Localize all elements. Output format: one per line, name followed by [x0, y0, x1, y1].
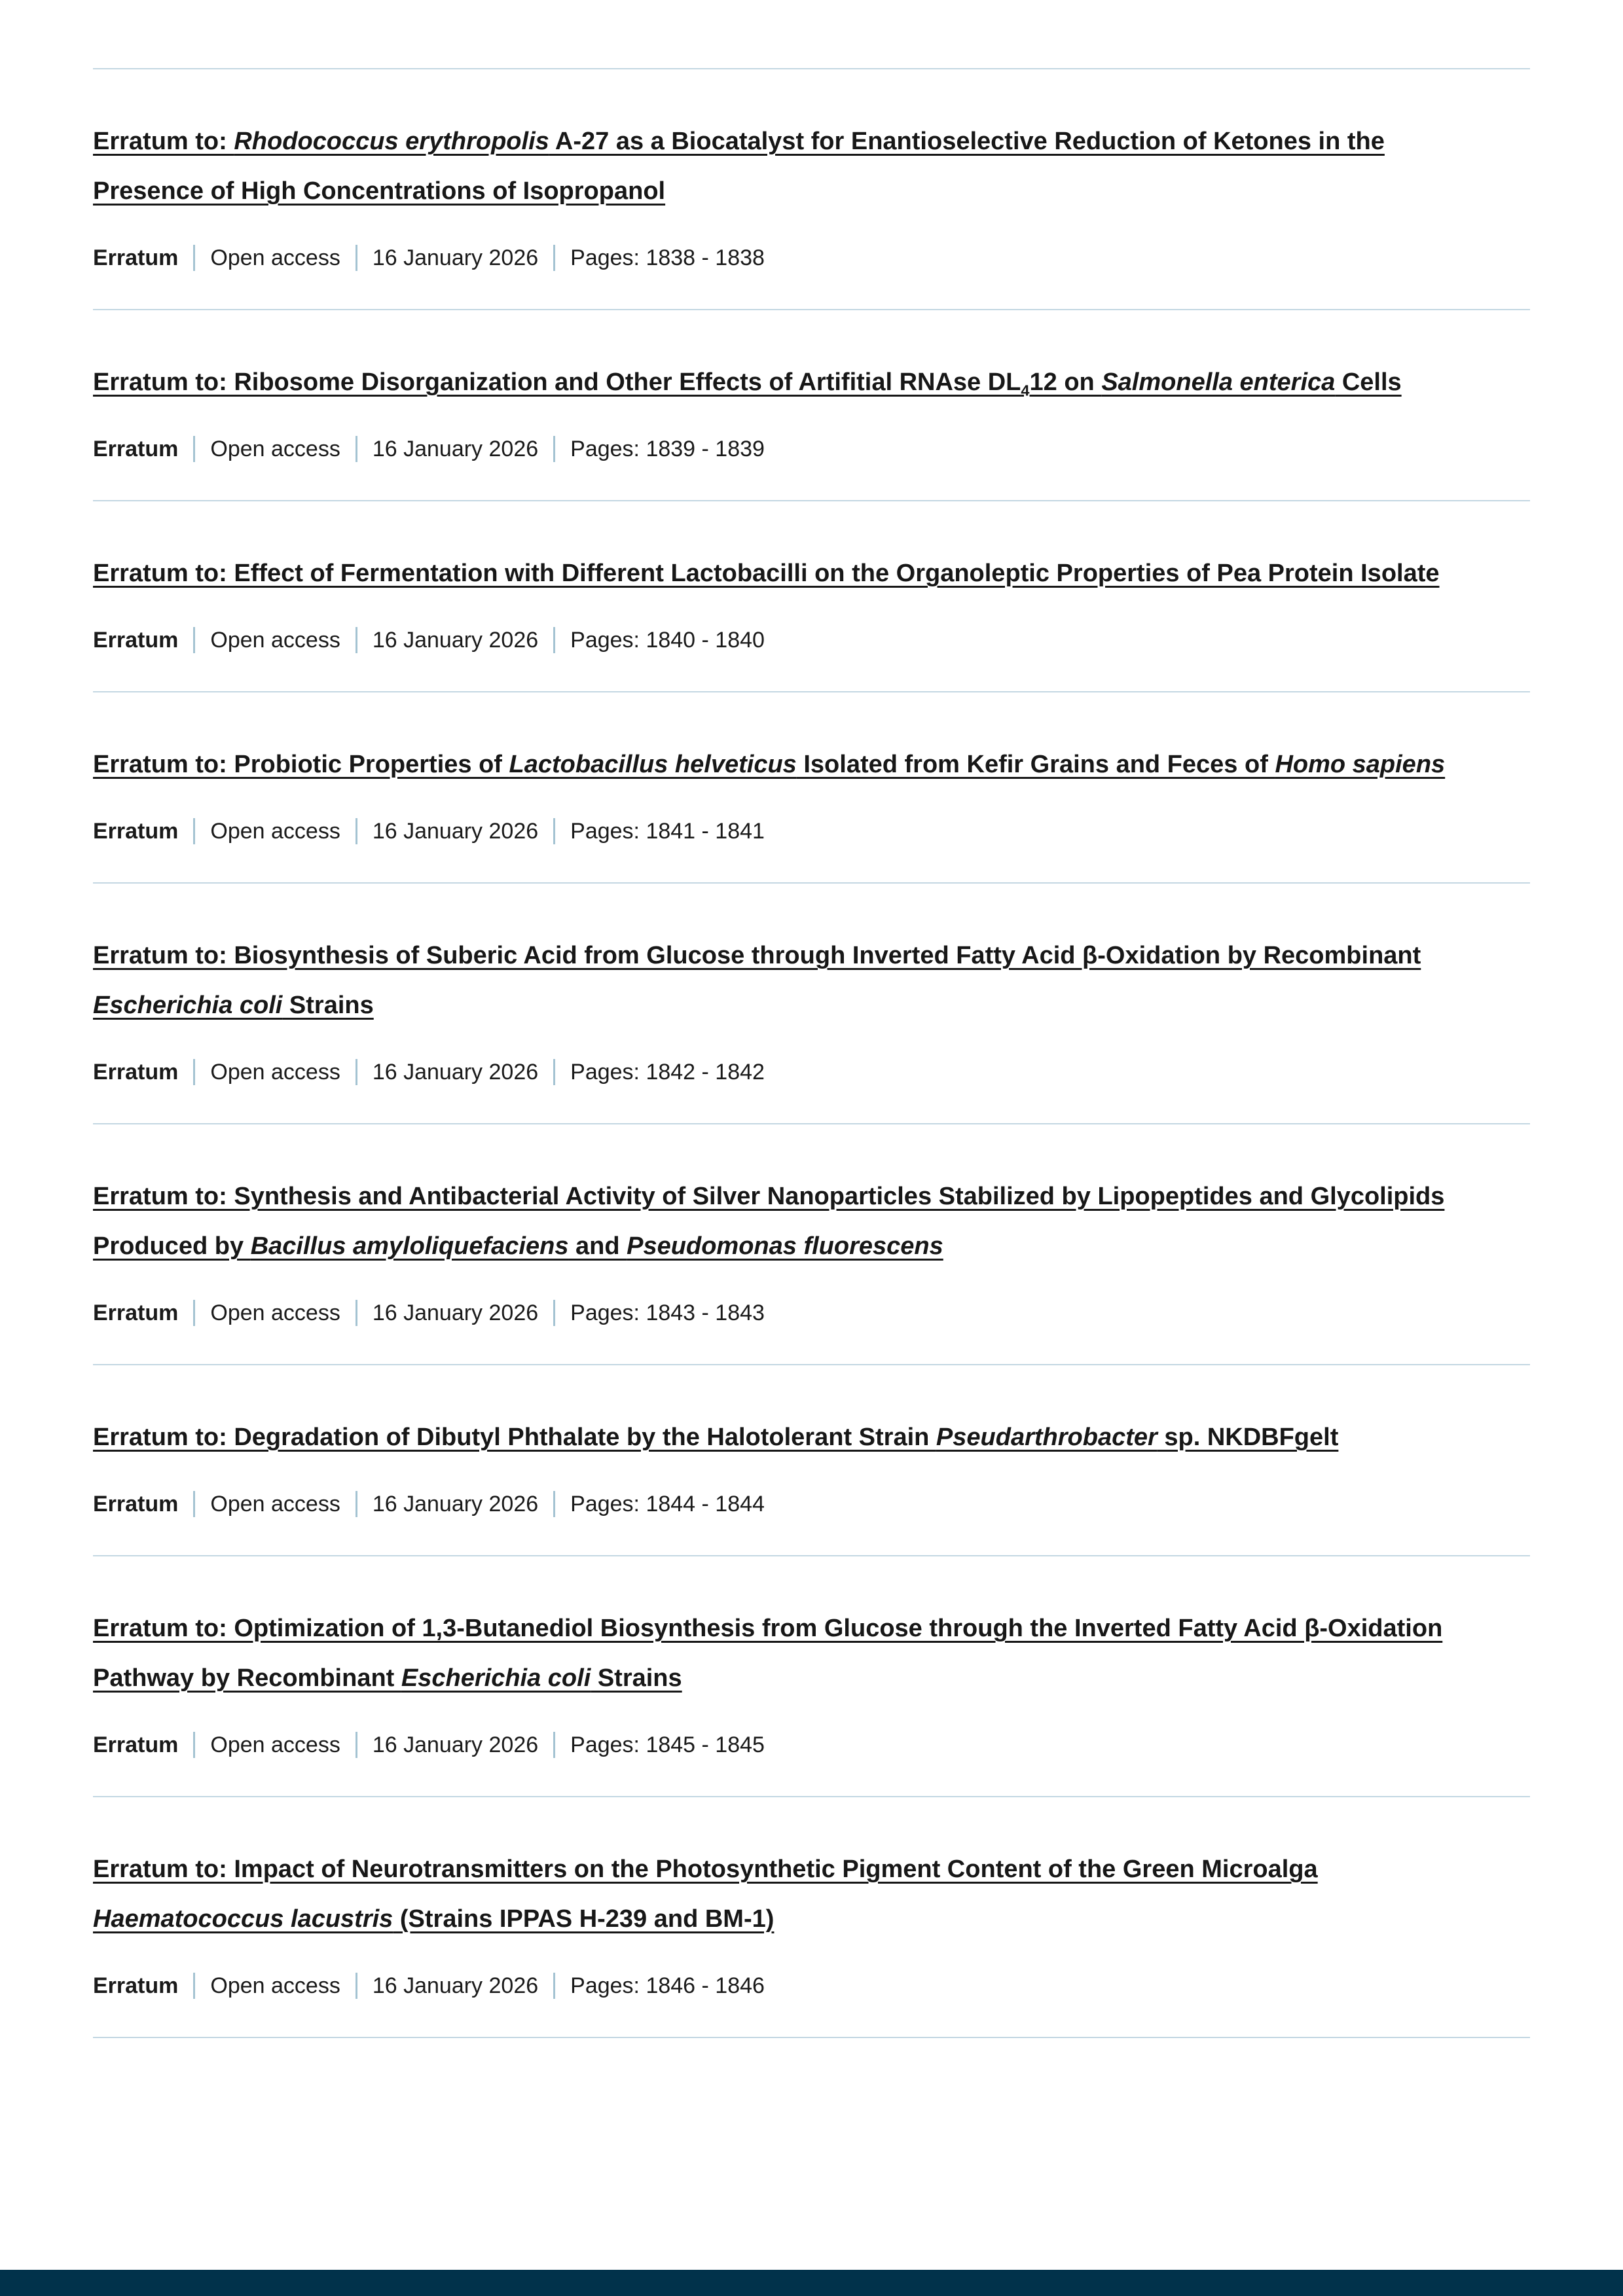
content-type-label: Erratum	[93, 819, 179, 844]
meta-separator	[356, 1973, 357, 1999]
meta-separator	[356, 1300, 357, 1326]
content-type-label: Erratum	[93, 628, 179, 653]
open-access-label: Open access	[210, 437, 340, 461]
article-entry-body	[93, 69, 1530, 309]
meta-separator	[193, 1732, 195, 1758]
article-title	[93, 1844, 1501, 1944]
publish-date: 16 January 2026	[372, 1060, 539, 1085]
publish-date: 16 January 2026	[372, 1732, 539, 1757]
content-type-label: Erratum	[93, 1732, 179, 1757]
article-entry	[93, 69, 1530, 310]
publish-date: 16 January 2026	[372, 1973, 539, 1998]
article-meta	[93, 243, 1530, 272]
divider	[93, 2037, 1530, 2038]
meta-separator	[193, 1491, 195, 1517]
meta-separator	[553, 627, 555, 653]
pages-range: Pages: 1844 - 1844	[570, 1492, 765, 1516]
article-title	[93, 931, 1501, 1030]
publish-date: 16 January 2026	[372, 1300, 539, 1325]
meta-separator	[553, 818, 555, 844]
article-entry-body	[93, 884, 1530, 1123]
article-title	[93, 1172, 1501, 1271]
article-entry	[93, 884, 1530, 1124]
article-title-link[interactable]: Erratum to: Rhodococcus erythropolis A-27 as a Biocatalyst for Enantioselective Reduction of Ketones in the Presence of High Concentrations of Isopropanol	[93, 128, 1385, 205]
article-entry	[93, 310, 1530, 501]
publish-date: 16 January 2026	[372, 819, 539, 844]
article-entry	[93, 1124, 1530, 1365]
article-entry-body	[93, 1556, 1530, 1796]
meta-separator	[193, 1059, 195, 1085]
pages-range: Pages: 1842 - 1842	[570, 1060, 765, 1085]
article-entry	[93, 501, 1530, 692]
meta-separator	[356, 436, 357, 462]
meta-separator	[193, 436, 195, 462]
content-type-label: Erratum	[93, 245, 179, 270]
meta-separator	[356, 818, 357, 844]
article-entry-body	[93, 692, 1530, 882]
article-meta	[93, 1299, 1530, 1327]
meta-separator	[553, 245, 555, 271]
meta-separator	[553, 1973, 555, 1999]
publish-date: 16 January 2026	[372, 437, 539, 461]
meta-separator	[193, 1973, 195, 1999]
article-entry	[93, 1365, 1530, 1556]
article-meta	[93, 817, 1530, 846]
meta-separator	[356, 1491, 357, 1517]
article-title-link[interactable]: Erratum to: Optimization of 1,3-Butanediol Biosynthesis from Glucose through the Inverted Fatty Acid β-Oxidation Pathway by Recombinant Escherichia coli Strains	[93, 1615, 1443, 1692]
article-entry-body	[93, 1797, 1530, 2037]
meta-separator	[193, 627, 195, 653]
article-title	[93, 1604, 1501, 1703]
meta-separator	[356, 245, 357, 271]
meta-separator	[356, 627, 357, 653]
article-title-link[interactable]: Erratum to: Effect of Fermentation with Different Lactobacilli on the Organoleptic Properties of Pea Protein Isolate	[93, 560, 1440, 587]
meta-separator	[553, 1732, 555, 1758]
article-meta	[93, 626, 1530, 655]
article-entry	[93, 1797, 1530, 2038]
article-title-link[interactable]: Erratum to: Biosynthesis of Suberic Acid from Glucose through Inverted Fatty Acid β-Oxidation by Recombinant Escherichia coli Strains	[93, 942, 1421, 1019]
pages-range: Pages: 1843 - 1843	[570, 1300, 765, 1325]
meta-separator	[553, 1491, 555, 1517]
content-type-label: Erratum	[93, 437, 179, 461]
article-meta	[93, 1058, 1530, 1086]
article-title	[93, 1412, 1501, 1462]
pages-range: Pages: 1839 - 1839	[570, 437, 765, 461]
open-access-label: Open access	[210, 1492, 340, 1516]
publish-date: 16 January 2026	[372, 628, 539, 653]
meta-separator	[553, 1300, 555, 1326]
pages-range: Pages: 1838 - 1838	[570, 245, 765, 270]
open-access-label: Open access	[210, 1060, 340, 1085]
article-title-link[interactable]: Erratum to: Synthesis and Antibacterial Activity of Silver Nanoparticles Stabilized by Lipopeptides and Glycolipids Produced by Bacillus amyloliquefaciens and Pseudomonas fluorescens	[93, 1183, 1445, 1260]
article-title-link[interactable]: Erratum to: Probiotic Properties of Lactobacillus helveticus Isolated from Kefir Grains and Feces of Homo sapiens	[93, 751, 1446, 778]
article-entry-body	[93, 1124, 1530, 1364]
article-entry-body	[93, 1365, 1530, 1555]
publish-date: 16 January 2026	[372, 245, 539, 270]
article-meta	[93, 1490, 1530, 1518]
article-meta	[93, 435, 1530, 463]
content-type-label: Erratum	[93, 1300, 179, 1325]
article-title	[93, 548, 1501, 598]
content-type-label: Erratum	[93, 1973, 179, 1998]
content-type-label: Erratum	[93, 1492, 179, 1516]
article-meta	[93, 1971, 1530, 2000]
article-entry-body	[93, 310, 1530, 500]
content-type-label: Erratum	[93, 1060, 179, 1085]
article-title-link[interactable]: Erratum to: Degradation of Dibutyl Phthalate by the Halotolerant Strain Pseudarthrobacter sp. NKDBFgelt	[93, 1424, 1339, 1451]
pages-range: Pages: 1845 - 1845	[570, 1732, 765, 1757]
article-entry-body	[93, 501, 1530, 691]
meta-separator	[193, 818, 195, 844]
article-title	[93, 740, 1501, 789]
article-title	[93, 117, 1501, 216]
pages-range: Pages: 1846 - 1846	[570, 1973, 765, 1998]
article-entry	[93, 1556, 1530, 1797]
open-access-label: Open access	[210, 1300, 340, 1325]
meta-separator	[356, 1059, 357, 1085]
meta-separator	[356, 1732, 357, 1758]
pages-range: Pages: 1840 - 1840	[570, 628, 765, 653]
meta-separator	[553, 1059, 555, 1085]
open-access-label: Open access	[210, 628, 340, 653]
meta-separator	[193, 245, 195, 271]
meta-separator	[193, 1300, 195, 1326]
footer-bar	[0, 2270, 1623, 2296]
open-access-label: Open access	[210, 1732, 340, 1757]
open-access-label: Open access	[210, 245, 340, 270]
meta-separator	[553, 436, 555, 462]
article-title	[93, 357, 1501, 407]
open-access-label: Open access	[210, 1973, 340, 1998]
article-title-link[interactable]: Erratum to: Impact of Neurotransmitters on the Photosynthetic Pigment Content of the Green Microalga Haematococcus lacustris (Strains IPPAS H-239 and BM-1)	[93, 1856, 1318, 1933]
article-meta	[93, 1731, 1530, 1759]
publish-date: 16 January 2026	[372, 1492, 539, 1516]
article-entry	[93, 692, 1530, 884]
open-access-label: Open access	[210, 819, 340, 844]
pages-range: Pages: 1841 - 1841	[570, 819, 765, 844]
article-title-link[interactable]: Erratum to: Ribosome Disorganization and Other Effects of Artifitial RNAse $DL_412$ on Salmonella enterica Cells	[93, 368, 1402, 399]
